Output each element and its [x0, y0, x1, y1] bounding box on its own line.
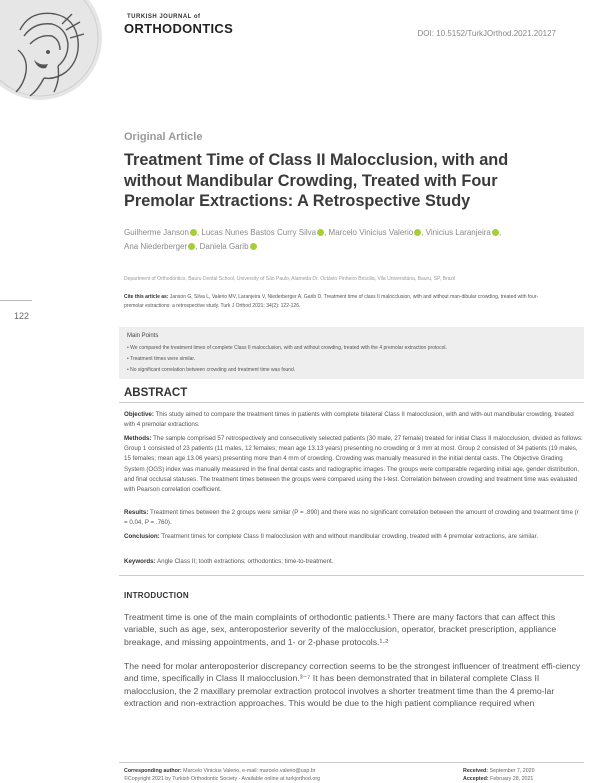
doi-link[interactable]: DOI: 10.5152/TurkJOrthod.2021.20127: [417, 29, 556, 38]
copyright-text: ©Copyright 2021 by Turkish Orthodontic Society - Available online at turkjorthod.org: [124, 776, 321, 782]
orcid-icon[interactable]: [190, 229, 197, 236]
orcid-icon[interactable]: [317, 229, 324, 236]
methods-text: The sample comprised 57 retrospectively and consecutively selected patients (30 male, 27 female) treated for initial Class II malocclusion, divided as follows: Group 1 consisted of 23 patients (11 males, 12 females; mean age 13.13 years) presenting no crowding or 3 mm at most. Group 2 consisted of 34 patients (19 males, 15 females; mean age 13.06 years) presenting more than 4 mm of crowding. Crowding was manually measured in the initial dental casts. The Objective Grading System (OGS) index was manually measured in the final dental casts and radiographic images. The groups were comparable regarding initial age, gender distribution, and final occlusal statuses. The treatment times between the groups were compared using the t-test. Correlation between crowding and treatment time was evaluated with Pearson correlation coefficient.: [124, 435, 583, 494]
accepted-date: February 28, 2021: [490, 776, 534, 782]
article-type: Original Article: [124, 131, 203, 143]
received-label: Received:: [463, 768, 489, 774]
corresponding-text[interactable]: Marcelo Vinicius Valerio, e-mail: marcelo.valerio@usp.br: [183, 768, 316, 774]
author-name[interactable]: Guilherme Janson: [124, 228, 189, 237]
accepted-label: Accepted:: [463, 776, 489, 782]
author-name[interactable]: Daniela Garib: [199, 242, 249, 251]
journal-name: ORTHODONTICS: [124, 21, 234, 36]
citation-text: Janson G, Silva L, Valerio MV, Laranjeira V, Niederberger A, Garib D. Treatment time of class II malocclusion, with and without man-dibular crowding, treated with four-premolar extractions: a retrospective study. Turk J Orthod 2021; 34(2): 122-126.: [124, 294, 539, 309]
introduction-paragraph: Treatment time is one of the main complaints of orthodontic patients.¹ There are many factors that can affect this variable, such as age, sex, anteroposterior severity of the malocclusion, operator, bracket prescription, appliance breakage, and missing appointments, and 1- or 2-phase protocols.¹·²: [124, 612, 557, 647]
orcid-icon[interactable]: [188, 243, 195, 250]
abstract-objective: [124, 410, 584, 430]
results-text: Treatment times between the 2 groups were similar (P = .890) and there was no significant correlation between the amount of crowding and treatment time (r = 0.04, P = .760).: [124, 509, 579, 527]
keywords-label: Keywords:: [124, 558, 156, 565]
page-number-rule: [0, 300, 32, 301]
footer-correspondence: [124, 767, 320, 783]
footer-dates: [463, 767, 535, 783]
conclusion-label: Conclusion:: [124, 533, 160, 540]
introduction-heading: INTRODUCTION: [124, 591, 189, 600]
main-point-item: • Treatment times were similar.: [127, 354, 577, 365]
abstract-methods: [124, 434, 584, 495]
citation-label: Cite this article as:: [124, 294, 169, 300]
objective-label: Objective:: [124, 411, 154, 418]
orcid-icon[interactable]: [414, 229, 421, 236]
author-name[interactable]: Vinicius Laranjeira: [425, 228, 491, 237]
main-point-item: • We compared the treatment times of complete Class II malocclusion, with and without crowding, treated with the 4 premolar extraction protocol.: [127, 343, 577, 354]
abstract-bottom-divider: [119, 575, 584, 576]
abstract-results: [124, 508, 584, 528]
methods-label: Methods:: [124, 435, 152, 442]
article-title: Treatment Time of Class II Malocclusion, with and without Mandibular Crowding, Treated with Four Premolar Extractions: A Retrospective Study: [124, 151, 509, 210]
journal-seal-logo: [0, 0, 104, 104]
citation: [124, 293, 554, 310]
author-list: Guilherme Janson , Lucas Nunes Bastos Curry Silva , Marcelo Vinicius Valerio , Vinicius Laranjeira , Ana Niederberger , Daniela Garib: [124, 228, 502, 251]
journal-name-small: TURKISH JOURNAL of: [127, 14, 201, 20]
introduction-paragraph: The need for molar anteroposterior discrepancy correction seems to be the strongest influencer of treatment effi-ciency and time, specifically in Class II malocclusion.³⁻⁷ It has been demonstrated that in bilateral complete Class II malocclusion, the 2 maxillary premolar extraction protocol involves a shorter treatment time than the 4 premo-lar extraction and non-extraction approaches. This would be due to the high patient compliance required when: [124, 661, 581, 709]
author-name[interactable]: Ana Niederberger: [124, 242, 188, 251]
orcid-icon[interactable]: [492, 229, 499, 236]
abstract-conclusion: [124, 532, 584, 542]
conclusion-text: Treatment times for complete Class II malocclusion with and without mandibular crowding, treated with 4 premolar extractions, are similar.: [161, 533, 539, 540]
received-date: September 7, 2020: [489, 768, 535, 774]
author-name[interactable]: Marcelo Vinicius Valerio: [328, 228, 414, 237]
corresponding-label: Corresponding author:: [124, 768, 182, 774]
objective-text: This study aimed to compare the treatment times in patients with complete bilateral Class II malocclusion, with and with-out mandibular crowding, treated with 4 premolar extractions.: [124, 411, 574, 429]
footer-divider: [119, 762, 584, 763]
abstract-keywords: [124, 557, 584, 567]
results-label: Results:: [124, 509, 149, 516]
affiliation: Department of Orthodontics, Bauru Dental School, University of São Paulo, Alameda Dr. Octávio Pinheiro Brisolla, Vila Universitária, Bauru, SP, Brazil: [124, 276, 456, 282]
main-point-item: • No significant correlation between crowding and treatment time was found.: [127, 365, 577, 376]
keywords-text: Angle Class II; tooth extractions; orthodontics; time-to-treatment.: [157, 558, 334, 565]
author-name[interactable]: Lucas Nunes Bastos Curry Silva: [201, 228, 317, 237]
abstract-heading: ABSTRACT: [124, 387, 188, 399]
orcid-icon[interactable]: [250, 243, 257, 250]
main-points-title: Main Points: [127, 333, 159, 339]
abstract-divider: [119, 402, 584, 403]
main-points-list: [127, 343, 577, 376]
page-number: 122: [14, 311, 30, 321]
